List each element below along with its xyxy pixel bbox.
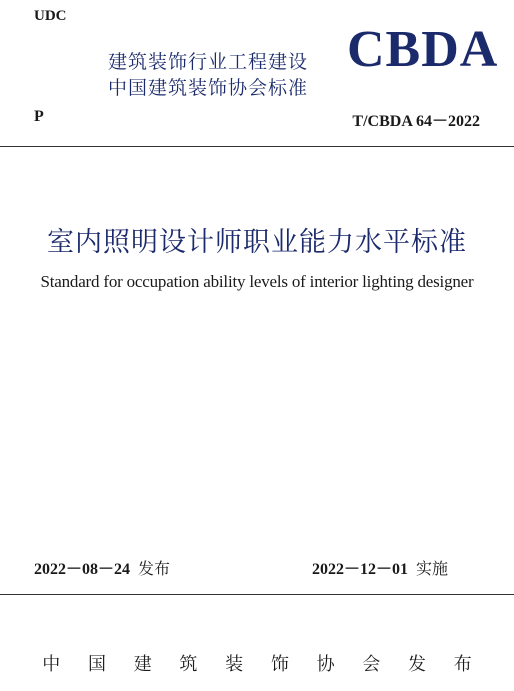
bottom-divider	[0, 594, 514, 595]
implement-date-block	[312, 556, 448, 579]
implement-date: 2022－12－01	[312, 561, 409, 578]
publisher-line: 中 国 建 筑 装 饰 协 会 发 布	[42, 654, 472, 675]
classification-code: P	[34, 108, 44, 125]
udc-label: UDC	[34, 8, 67, 24]
title-english: Standard for occupation ability levels of interior lighting designer	[40, 272, 474, 291]
series-title-line1: 建筑装饰行业工程建设	[108, 51, 309, 73]
issue-date: 2022－08－24	[34, 561, 131, 578]
issue-label: 发布	[138, 559, 171, 578]
top-divider	[0, 146, 514, 147]
cbda-logo: CBDA	[347, 21, 499, 78]
series-title-line2: 中国建筑装饰协会标准	[108, 77, 309, 99]
standard-number: T/CBDA 64－2022	[352, 113, 480, 130]
implement-label: 实施	[416, 559, 449, 578]
issue-date-block	[34, 556, 170, 579]
title-chinese: 室内照明设计师职业能力水平标准	[47, 227, 467, 258]
